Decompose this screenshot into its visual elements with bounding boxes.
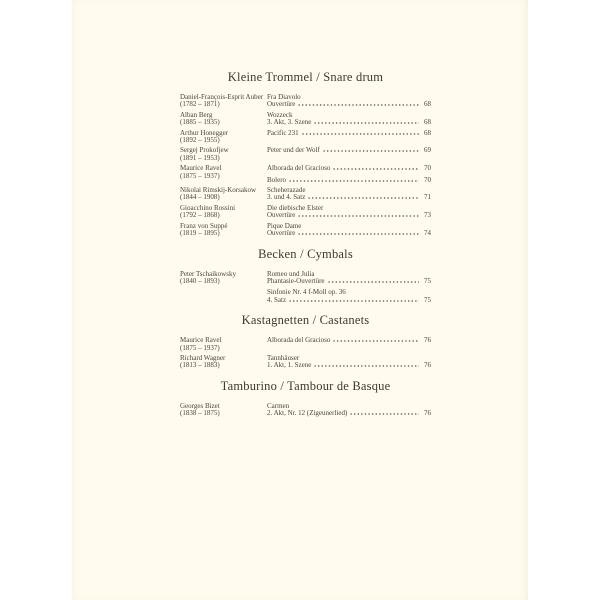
work-item xyxy=(267,94,431,109)
work-title: Die diebische Elster xyxy=(267,203,324,212)
composer-dates: (1844 – 1908) xyxy=(180,193,220,202)
section-heading: Kleine Trommel / Snare drum xyxy=(227,70,384,84)
work-item xyxy=(267,177,431,184)
work-subtitle: Phantasie-Ouvertüre xyxy=(267,276,325,285)
dot-leader xyxy=(289,180,419,182)
work-title: Fra Diavolo xyxy=(267,93,301,101)
page-number: 71 xyxy=(424,193,431,202)
toc-entry xyxy=(180,337,431,352)
section-snare-drum xyxy=(180,70,431,238)
work-item xyxy=(267,403,431,418)
dot-leader xyxy=(298,233,419,235)
page-number: 75 xyxy=(424,276,431,285)
dot-leader xyxy=(314,365,419,367)
work-item xyxy=(267,147,431,154)
dot-leader xyxy=(298,104,419,106)
composer-name: Richard Wagner xyxy=(180,353,226,362)
work-item xyxy=(267,112,431,127)
section-castanets xyxy=(180,313,431,370)
work-item xyxy=(267,165,431,172)
composer-dates: (1792 – 1868) xyxy=(180,211,220,220)
toc-entry xyxy=(180,223,431,238)
page-number: 73 xyxy=(424,211,431,220)
toc-entry xyxy=(180,355,431,370)
work-item xyxy=(267,205,431,220)
composer-name: Arthur Honegger xyxy=(180,128,229,137)
work-title: Romeo und Julia xyxy=(267,269,315,278)
page-number: 69 xyxy=(424,146,431,155)
page-number: 76 xyxy=(424,336,431,345)
dot-leader xyxy=(328,281,419,283)
work-item xyxy=(267,271,431,286)
page-number: 70 xyxy=(424,164,431,173)
composer-dates: (1813 – 1883) xyxy=(180,361,220,370)
dot-leader xyxy=(350,413,419,415)
work-title: Peter und der Wolf xyxy=(267,146,320,155)
work-title: Sinfonie Nr. 4 f-Moll op. 36 xyxy=(267,288,346,297)
work-title: Carmen xyxy=(267,401,290,410)
work-title: Pique Dame xyxy=(267,221,302,230)
toc-entry xyxy=(180,130,431,145)
section-heading: Tamburino / Tambour de Basque xyxy=(220,378,391,393)
work-item xyxy=(267,223,431,238)
section-heading: Becken / Cymbals xyxy=(258,246,353,261)
composer-dates: (1891 – 1953) xyxy=(180,153,220,162)
section-tambourine xyxy=(180,379,431,418)
composer-name: Franz von Suppé xyxy=(180,221,228,230)
toc-entry xyxy=(180,205,431,220)
dot-leader xyxy=(308,197,419,199)
composer-name: Nikolai Rimskij-Korsakow xyxy=(180,186,257,195)
composer-name: Gioacchino Rossini xyxy=(180,203,236,212)
page-number: 70 xyxy=(424,175,431,184)
work-subtitle: Ouvertüre xyxy=(267,229,296,238)
composer-dates: (1782 – 1871) xyxy=(180,100,220,109)
toc-entry xyxy=(180,165,431,184)
work-subtitle: 2. Akt, Nr. 12 (Zigeunerlied) xyxy=(267,409,348,418)
work-subtitle: 1. Akt, 1. Szene xyxy=(267,361,312,370)
page-number: 68 xyxy=(424,118,431,127)
section-heading: Kastagnetten / Castanets xyxy=(241,313,370,328)
work-subtitle: 3. Akt, 3. Szene xyxy=(267,118,312,127)
page-number: 74 xyxy=(424,229,431,238)
composer-name: Georges Bizet xyxy=(180,401,220,410)
composer-name: Alban Berg xyxy=(180,110,213,119)
dot-leader xyxy=(333,340,419,342)
work-subtitle: 4. Satz xyxy=(267,295,287,304)
work-title: Tannhäuser xyxy=(267,353,300,362)
work-subtitle: Ouvertüre xyxy=(267,100,296,109)
table-of-contents xyxy=(72,0,528,418)
page-number: 68 xyxy=(424,128,431,137)
toc-entry xyxy=(180,271,431,305)
work-title: Pacific 231 xyxy=(267,128,299,137)
work-title: Scheherazade xyxy=(267,186,306,195)
book-page xyxy=(72,0,528,600)
composer-dates: (1885 – 1935) xyxy=(180,118,220,127)
page-number: 76 xyxy=(424,409,431,418)
toc-entry xyxy=(180,187,431,202)
composer-dates: (1875 – 1937) xyxy=(180,171,220,180)
dot-leader xyxy=(314,122,419,124)
work-title: Wozzeck xyxy=(267,110,293,119)
dot-leader xyxy=(289,300,419,302)
composer-name: Maurice Ravel xyxy=(180,164,222,173)
dot-leader xyxy=(302,133,419,135)
section-cymbals xyxy=(180,247,431,305)
work-subtitle: 3. und 4. Satz xyxy=(267,193,306,202)
composer-name: Sergej Prokofjew xyxy=(180,146,229,155)
toc-entry xyxy=(180,147,431,162)
page-number: 75 xyxy=(424,295,431,304)
work-item xyxy=(267,130,431,137)
dot-leader xyxy=(333,168,419,170)
work-title: Bolero xyxy=(267,175,287,184)
work-title: Alborada del Gracioso xyxy=(267,336,331,345)
page-number: 68 xyxy=(424,100,431,109)
composer-dates: (1840 – 1893) xyxy=(180,276,220,285)
toc-entry xyxy=(180,403,431,418)
composer-dates: (1819 – 1895) xyxy=(180,229,220,238)
page-number: 76 xyxy=(424,361,431,370)
toc-entry xyxy=(180,112,431,127)
work-item xyxy=(267,289,431,304)
work-title: Alborada del Gracioso xyxy=(267,164,331,173)
composer-dates: (1892 – 1955) xyxy=(180,136,220,145)
work-item xyxy=(267,187,431,202)
dot-leader xyxy=(323,150,419,152)
toc-entry xyxy=(180,94,431,109)
composer-name: Maurice Ravel xyxy=(180,336,222,345)
work-item xyxy=(267,355,431,370)
composer-name: Daniel-François-Esprit Auber xyxy=(180,93,264,101)
composer-dates: (1838 – 1875) xyxy=(180,409,220,418)
work-item xyxy=(267,337,431,344)
work-subtitle: Ouvertüre xyxy=(267,211,296,220)
composer-dates: (1875 – 1937) xyxy=(180,343,220,352)
composer-name: Peter Tschaikowsky xyxy=(180,269,236,278)
dot-leader xyxy=(298,215,419,217)
